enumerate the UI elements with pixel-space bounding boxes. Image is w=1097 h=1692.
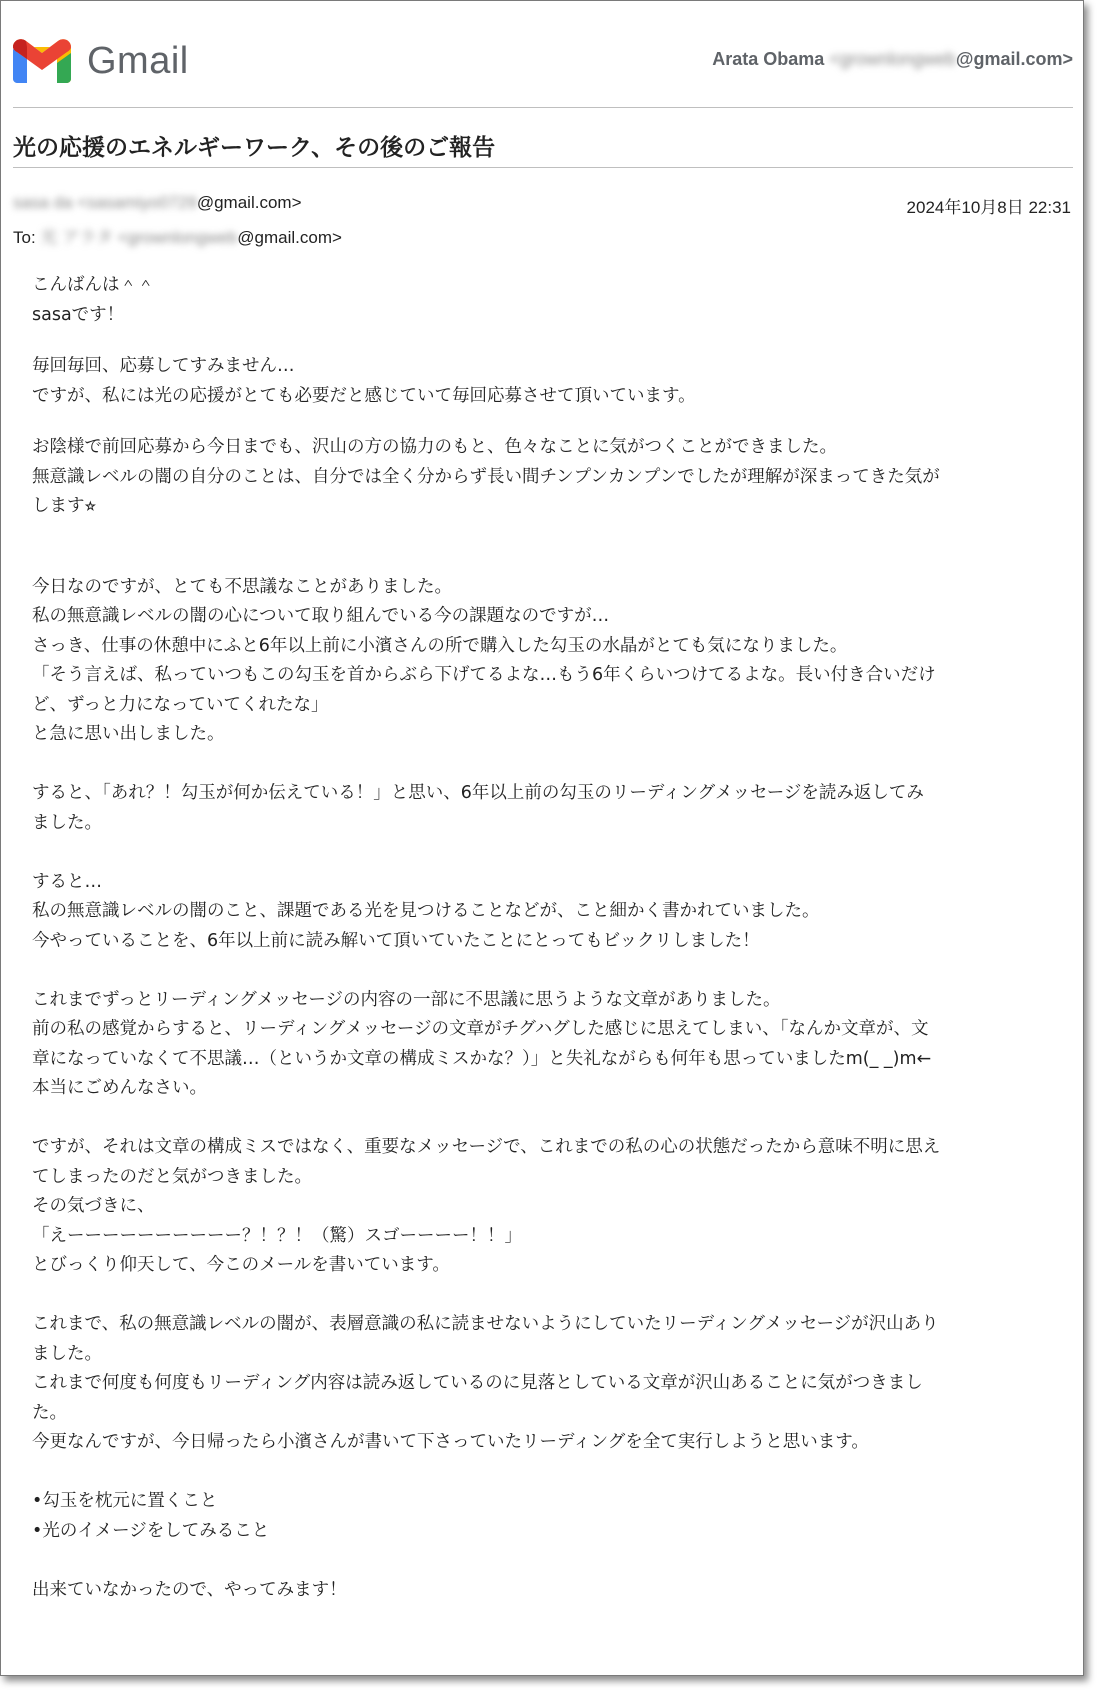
paragraph-gap xyxy=(32,838,1052,868)
paragraph-gap xyxy=(32,1546,1052,1576)
bullet-item: •勾玉を枕元に置くこと xyxy=(32,1491,218,1511)
body-line: 毎回毎回、応募してすみません… xyxy=(32,356,295,376)
paragraph-gap xyxy=(32,750,1052,780)
gmail-logo xyxy=(13,37,203,85)
subject-divider xyxy=(13,167,1073,168)
account-name: Arata Obama xyxy=(712,49,825,69)
body-line: します⭐︎ xyxy=(32,496,97,516)
gmail-header xyxy=(13,29,1073,89)
body-line: てしまったのだと気がつきました。 xyxy=(32,1166,312,1187)
body-line: 本当にごめんなさい。 xyxy=(32,1078,207,1098)
body-line: 今日なのですが、とても不思議なことがありました。 xyxy=(32,576,452,597)
body-line: ですが、それは文章の構成ミスではなく、重要なメッセージで、これまでの私の心の状態だったから意味不明に思え xyxy=(32,1137,941,1157)
body-line: さっき、仕事の休憩中にふと6年以上前に小濱さんの所で購入した勾玉の水晶がとても気になりました。 xyxy=(32,635,848,656)
recipient-line xyxy=(13,223,342,248)
body-line: 章になっていなくて不思議…（というか文章の構成ミスかな？）」と失礼ながらも何年も思っていましたm(_ _)m← xyxy=(32,1048,932,1069)
bullet-item: •光のイメージをしてみること xyxy=(32,1520,270,1541)
body-line: お陰様で前回応募から今日までも、沢山の方の協力のもと、色々なことに気がつくことができました。 xyxy=(32,437,837,457)
paragraph-gap xyxy=(32,956,1052,986)
paragraph-gap xyxy=(32,1281,1052,1311)
account-info xyxy=(712,49,1073,70)
body-line: これまでずっとリーディングメッセージの内容の一部に不思議に思うような文章がありました。 xyxy=(32,989,781,1010)
account-email-domain: @gmail.com> xyxy=(955,49,1073,69)
recipient-email-redacted: <grownlongweb xyxy=(117,228,238,247)
body-line: すると… xyxy=(32,871,102,892)
sender-email-redacted: <sasamiyo0729 xyxy=(77,193,197,212)
body-line: その気づきに、 xyxy=(32,1196,155,1216)
body-line: 「えーーーーーーーーーー？！？！（驚）スゴーーーー！！」 xyxy=(32,1225,522,1246)
body-line: sasaです！ xyxy=(32,304,125,325)
body-line: 私の無意識レベルの闇の心について取り組んでいる今の課題なのですが… xyxy=(32,606,610,626)
gmail-m-icon xyxy=(13,39,71,83)
body-line: ど、ずっと力になっていてくれたな」 xyxy=(32,694,329,715)
body-line: ました。 xyxy=(32,1343,102,1364)
body-line: 私の無意識レベルの闇のこと、課題である光を見つけることなどが、こと細かく書かれていました。 xyxy=(32,901,820,921)
to-label: To: xyxy=(13,228,36,247)
body-line: こんばんは＾＾ xyxy=(32,275,155,295)
body-line: とびっくり仰天して、今このメールを書いています。 xyxy=(32,1255,450,1275)
sender-name-redacted: sasa da xyxy=(13,193,73,212)
paragraph-gap xyxy=(32,411,1052,433)
recipient-name-redacted: 光 アラタ xyxy=(40,228,113,247)
body-line: 今やっていることを、6年以上前に読み解いて頂いていたことにとってもビックリしました！ xyxy=(32,930,760,951)
body-line: 前の私の感覚からすると、リーディングメッセージの文章がチグハグした感じに思えてしまい、「なんか文章が、文 xyxy=(32,1019,929,1039)
gmail-wordmark: Gmail xyxy=(87,40,189,82)
paragraph-gap xyxy=(32,1458,1052,1488)
body-line: 出来ていなかったので、やってみます！ xyxy=(32,1579,347,1600)
sent-date: 2024年10月8日 22:31 xyxy=(906,198,1071,217)
paragraph-gap xyxy=(32,1104,1052,1134)
body-line: すると、「あれ？！勾玉が何か伝えている！」と思い、6年以上前の勾玉のリーディングメッセージを読み返してみ xyxy=(32,783,924,803)
email-body xyxy=(32,271,1052,1605)
body-line: ました。 xyxy=(32,812,102,833)
account-email-redacted: <grownlongweb xyxy=(829,49,956,69)
body-line: ですが、私には光の応援がとても必要だと感じていて毎回応募させて頂いています。 xyxy=(32,385,696,406)
header-divider xyxy=(13,107,1073,108)
paragraph-gap xyxy=(32,522,1052,573)
body-line: 「そう言えば、私っていつもこの勾玉を首からぶら下げてるよな…もう6年くらいつけてるよな。長い付き合いだけ xyxy=(32,665,936,685)
body-line: 今更なんですが、今日帰ったら小濱さんが書いて下さっていたリーディングを全て実行しようと思います。 xyxy=(32,1432,869,1452)
body-line: これまで何度も何度もリーディング内容は読み返しているのに見落としている文章が沢山あることに気がつきまし xyxy=(32,1373,923,1393)
email-subject: 光の応援のエネルギーワーク、その後のご報告 xyxy=(13,135,496,161)
body-line: 無意識レベルの闇の自分のことは、自分では全く分からず長い間チンプンカンプンでしたが理解が深まってきた気が xyxy=(32,466,940,487)
body-line: た。 xyxy=(32,1402,67,1423)
paragraph-gap xyxy=(32,330,1052,352)
body-line: これまで、私の無意識レベルの闇が、表層意識の私に読ませないようにしていたリーディングメッセージが沢山あり xyxy=(32,1314,939,1334)
sender-line xyxy=(13,193,302,213)
recipient-email-domain: @gmail.com> xyxy=(237,228,342,247)
body-line: と急に思い出しました。 xyxy=(32,724,225,744)
sender-email-domain: @gmail.com> xyxy=(196,193,302,212)
